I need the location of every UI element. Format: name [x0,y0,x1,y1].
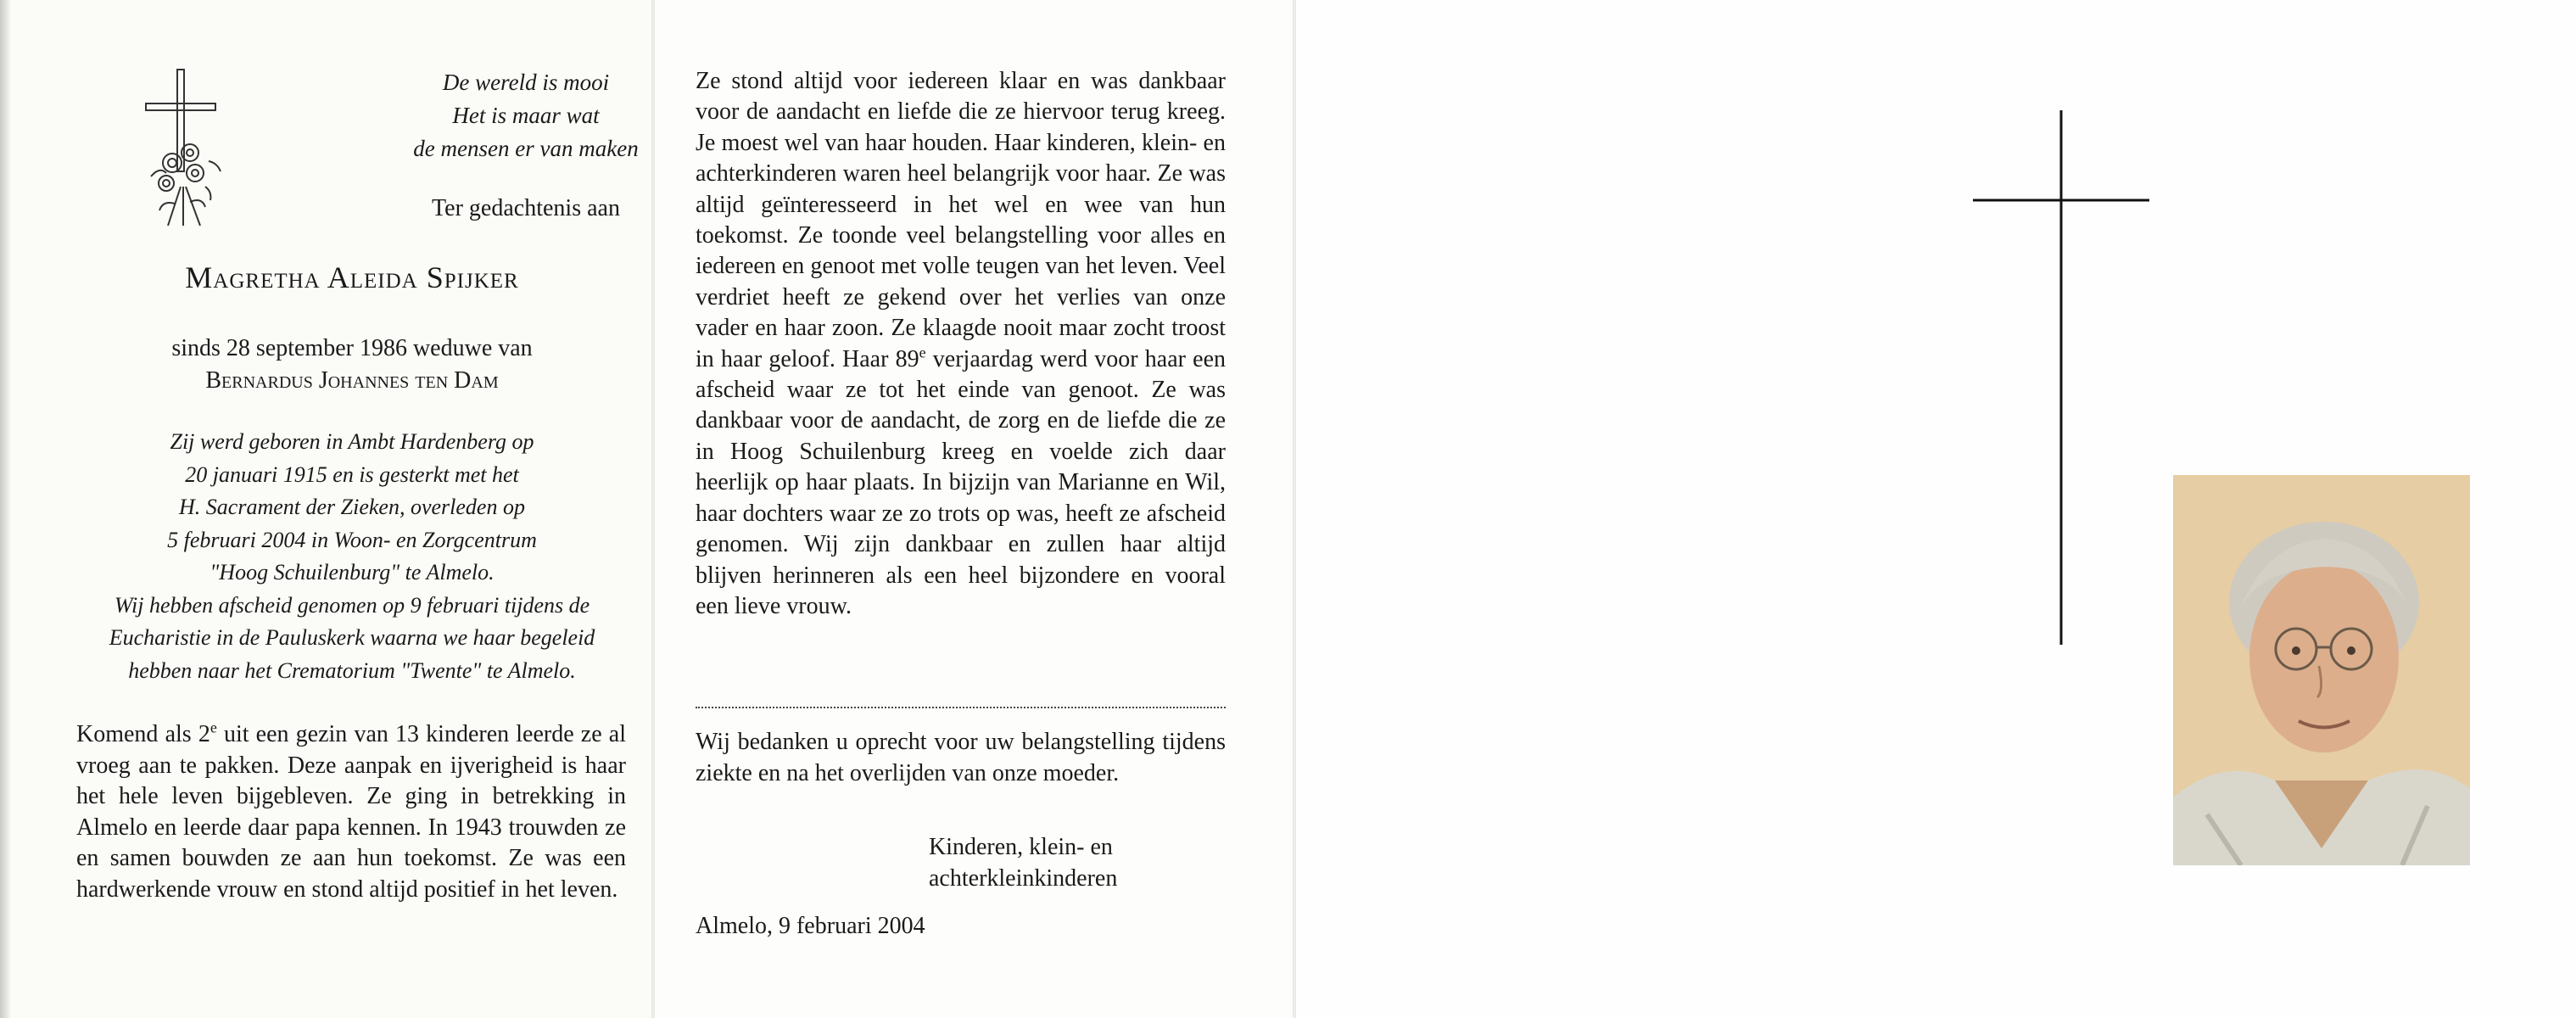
life-story-paragraph-2 [696,66,1226,622]
cross-with-roses-icon [134,68,227,229]
place-date: Almelo, 9 februari 2004 [696,913,925,939]
widow-text [76,333,628,397]
card-edge [0,0,10,1018]
text-fragment: Komend als 2 [76,721,210,747]
bio-line: "Hoog Schuilenburg" te Almelo. [210,560,495,585]
ordinal-suffix: e [919,344,926,361]
bio-line: Wij hebben afscheid genomen op 9 februari tijdens de [114,592,590,618]
motto-line: De wereld is mooi [442,70,610,95]
portrait-photo [2173,475,2470,865]
bio-line: Zij werd geboren in Ambt Hardenberg op [170,429,534,454]
ordinal-suffix: e [210,719,217,736]
signature-line: Kinderen, klein- en [929,834,1113,860]
text-fragment: uit een gezin van 13 kinderen leerde ze al vroeg aan te pakken. Deze aanpak en ijverigheid is haar het hele leven bijgebleven. Ze ging in betrekking in Almelo en leerde daar papa kennen. In 1943 trouwden ze en samen bouwden ze aan hun toekomst. Ze was een hardwerkende vrouw en stond altijd positief in het leven. [76,721,627,903]
thanks-text: Wij bedanken u oprecht voor uw belangstelling tijdens ziekte en na het overlijden van onze moeder. [696,729,1226,786]
bio-line: 20 januari 1915 en is gesterkt met het [185,461,519,487]
text-fragment: Ze stond altijd voor iedereen klaar en was dankbaar voor de aandacht en liefde die ze hiervoor terug kreeg. Je moest wel van haar houden. Haar kinderen, klein- en achterkinderen waren heel belangrijk voor haar. Ze was altijd geïnteresseerd in het wel en wee van hun toekomst. Ze toonde veel belangstelling voor alles en iedereen en genoot met volle teugen van het leven. Veel verdriet heeft ze gekend over het verlies van onze vader en haar zoon. Ze klaagde nooit maar zocht troost in haar geloof. Haar 89 [696,68,1226,372]
biography-italic [51,426,653,687]
signature [929,831,1209,894]
signature-line: achterkleinkinderen [929,865,1118,892]
deceased-name: Magretha Aleida Spijker [185,260,519,294]
bio-line: H. Sacrament der Zieken, overleden op [179,495,525,519]
cross-icon [1968,110,2154,645]
widow-line: sinds 28 september 1986 weduwe van [171,335,533,361]
bio-line: hebben naar het Crematorium "Twente" te Almelo. [128,657,576,683]
portrait-illustration [2173,475,2470,865]
motto-line: de mensen er van maken [413,136,639,161]
life-story-paragraph-1 [76,719,626,905]
bio-line: 5 februari 2004 in Woon- en Zorgcentrum [167,527,537,552]
text-fragment: verjaardag werd voor haar een afscheid waar ze tot het einde van genoot. Ze was dankbaar voor de aandacht, de zorg en de liefde die ze in Hoog Schuilenburg kreeg en voelde zich daar heerlijk op haar plaats. In bijzijn van Marianne en Wil, haar dochters waar ze zo trots op was, heeft ze afscheid genomen. Wij zijn dankbaar en zullen haar altijd blijven herinneren als een heel bijzondere en vooral een lieve vrouw. [696,345,1226,619]
dotted-separator [696,707,1226,708]
motto-line: Het is maar wat [452,103,600,128]
bio-line: Eucharistie in de Pauluskerk waarna we haar begeleid [109,625,595,650]
in-memory-heading: Ter gedachtenis aan [432,195,620,221]
spouse-name: Bernardus Johannes ten Dam [205,367,499,394]
